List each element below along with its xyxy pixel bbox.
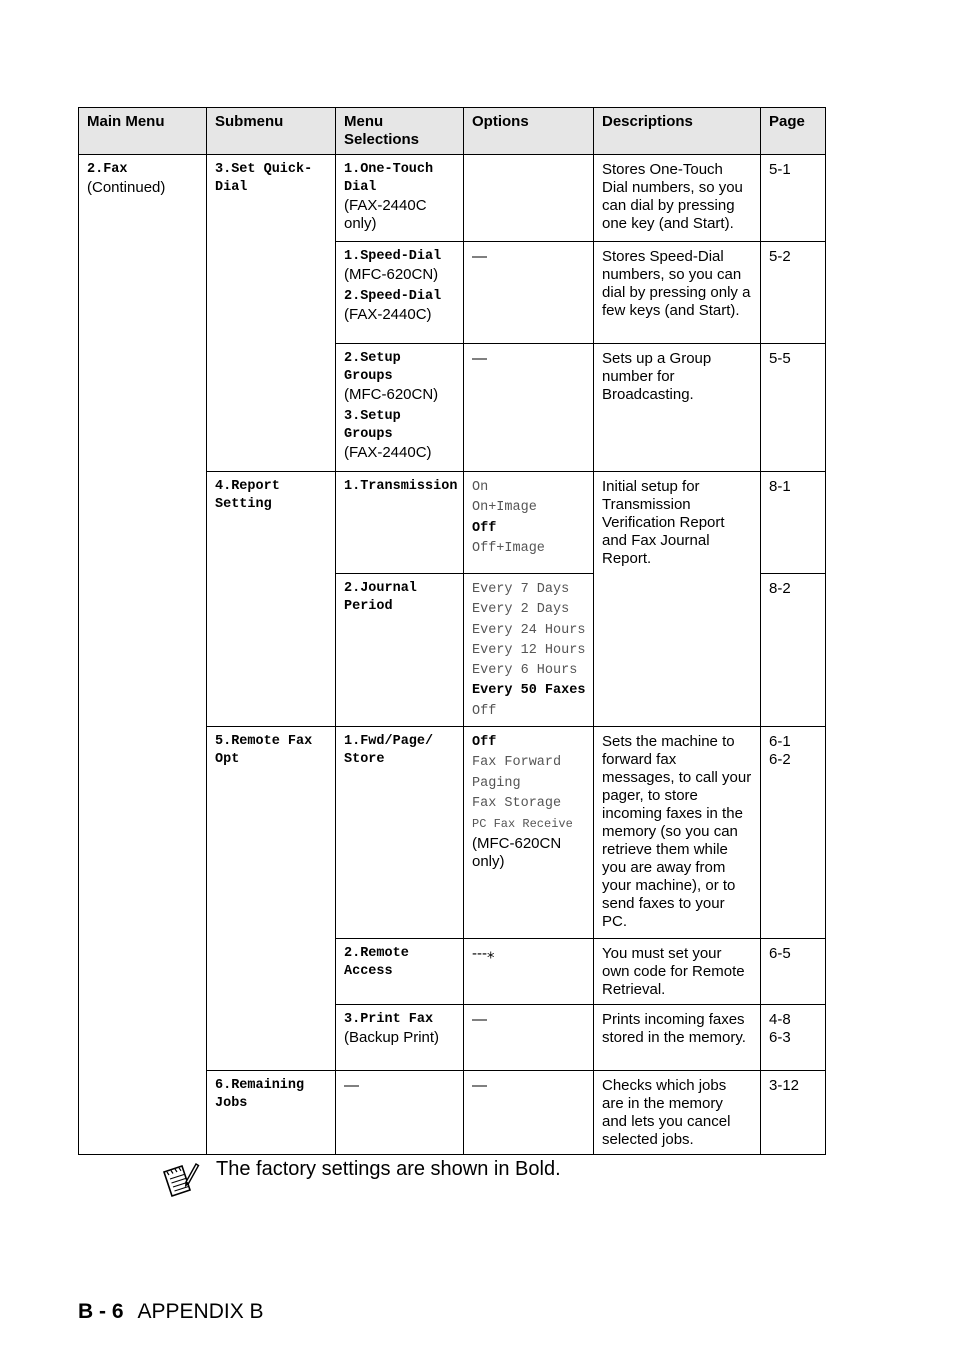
options-cell: ---⁎ — [464, 939, 594, 1005]
options-cell: — — [464, 344, 594, 472]
note-pencil-icon — [160, 1160, 200, 1200]
selection-cell — [336, 344, 464, 472]
menu-table — [78, 107, 826, 1155]
options-cell: — — [464, 242, 594, 344]
option-item: On — [472, 480, 489, 495]
page-ref: 6-2 — [769, 751, 791, 769]
selection-code: 1.Transmission — [344, 479, 458, 494]
note-text: The factory settings are shown in Bold. — [216, 1158, 561, 1180]
selection-code: 2.Journal Period — [344, 581, 417, 614]
option-item: Fax Forward — [472, 755, 562, 771]
page-ref: 6-3 — [769, 1029, 791, 1047]
selection-cell — [336, 727, 464, 939]
selection-code: 3.Print Fax — [344, 1012, 434, 1028]
header-row — [79, 108, 826, 155]
main-menu-code: 2.Fax — [87, 162, 128, 177]
table-row — [79, 155, 826, 242]
page-cell — [761, 727, 826, 939]
selection-cell — [336, 574, 464, 727]
page-ref: 4-8 — [769, 1011, 791, 1029]
page-number: B - 6 — [78, 1300, 124, 1323]
selection-cell — [336, 242, 464, 344]
selection-note: (FAX-2440C only) — [344, 197, 427, 232]
main-menu-note: (Continued) — [87, 179, 166, 196]
options-cell — [464, 472, 594, 574]
submenu-label: 3.Set Quick-Dial — [215, 162, 313, 195]
selection-code: 2.Remote Access — [344, 946, 409, 980]
option-item: Every 6 Hours — [472, 663, 578, 679]
page-cell: 5-5 — [761, 344, 826, 472]
option-item: Every 24 Hours — [472, 622, 586, 638]
header-descriptions: Descriptions — [594, 108, 761, 155]
selection-code: 1.Speed-Dial — [344, 249, 442, 264]
header-submenu: Submenu — [207, 108, 336, 155]
option-item-default: Off — [472, 735, 497, 751]
options-cell — [464, 155, 594, 242]
option-item: Off — [472, 703, 497, 719]
selection-cell: — — [336, 1071, 464, 1155]
options-cell — [464, 574, 594, 727]
option-item: On+Image — [472, 500, 537, 516]
submenu-label: 5.Remote Fax Opt — [215, 734, 313, 768]
note-box — [160, 1158, 760, 1198]
selection-note: (FAX-2440C) — [344, 444, 432, 461]
description-cell: Stores One-Touch Dial numbers, so you can dial by pressing one key (and Start). — [594, 155, 761, 242]
description-cell: Sets the machine to forward fax messages, to call your pager, to store incoming faxes in the memory (so you can retrieve them while you are away from your machine), or to send faxes to your PC. — [594, 727, 761, 939]
header-options: Options — [464, 108, 594, 155]
option-item: Fax Storage — [472, 795, 562, 811]
page-footer — [78, 1300, 264, 1324]
option-note: (MFC-620CN only) — [472, 834, 562, 870]
submenu-cell — [207, 155, 336, 472]
description-cell: You must set your own code for Remote Retrieval. — [594, 939, 761, 1005]
submenu-cell — [207, 472, 336, 727]
header-main-menu: Main Menu — [79, 108, 207, 155]
option-item: Paging — [472, 775, 521, 791]
description-cell: Sets up a Group number for Broadcasting. — [594, 344, 761, 472]
selection-code: 1.Fwd/Page/ Store — [344, 734, 434, 768]
selection-code: 3.Setup Groups — [344, 409, 401, 442]
page-cell: 8-1 — [761, 472, 826, 574]
page-cell — [761, 1005, 826, 1071]
selection-note: (MFC-620CN) — [344, 266, 439, 283]
option-item: Every 7 Days — [472, 582, 570, 597]
submenu-label: 6.Remaining Jobs — [215, 1078, 305, 1112]
page-ref: 6-1 — [769, 733, 791, 751]
selection-cell — [336, 939, 464, 1005]
selection-note: (Backup Print) — [344, 1029, 440, 1047]
page-cell: 8-2 — [761, 574, 826, 727]
options-cell: — — [464, 1005, 594, 1071]
description-cell: Stores Speed-Dial numbers, so you can dial by pressing only a few keys (and Start). — [594, 242, 761, 344]
options-cell — [464, 727, 594, 939]
selection-cell — [336, 155, 464, 242]
option-item-default: Every 50 Faxes — [472, 683, 586, 699]
page-cell: 3-12 — [761, 1071, 826, 1155]
selection-cell — [336, 1005, 464, 1071]
header-page: Page — [761, 108, 826, 155]
submenu-label: 4.Report Setting — [215, 479, 280, 512]
page-cell: 5-2 — [761, 242, 826, 344]
option-item: Off+Image — [472, 540, 545, 556]
selection-cell — [336, 472, 464, 574]
option-item: Every 12 Hours — [472, 642, 586, 658]
main-menu-cell — [79, 155, 207, 1155]
page-cell: 6-5 — [761, 939, 826, 1005]
option-item-default: Off — [472, 520, 497, 536]
options-cell: — — [464, 1071, 594, 1155]
selection-code: 2.Speed-Dial — [344, 289, 442, 304]
description-cell: Checks which jobs are in the memory and lets you cancel selected jobs. — [594, 1071, 761, 1155]
option-item: Every 2 Days — [472, 602, 570, 618]
description-cell: Initial setup for Transmission Verification Report and Fax Journal Report. — [594, 472, 761, 727]
selection-note: (FAX-2440C) — [344, 306, 432, 323]
selection-note: (MFC-620CN) — [344, 386, 439, 403]
selection-code: 2.Setup Groups — [344, 351, 401, 384]
submenu-cell — [207, 1071, 336, 1155]
page-cell: 5-1 — [761, 155, 826, 242]
header-menu-selections: Menu Selections — [336, 108, 464, 155]
section-title: APPENDIX B — [137, 1300, 264, 1323]
description-cell: Prints incoming faxes stored in the memory. — [594, 1005, 761, 1071]
submenu-cell — [207, 727, 336, 1071]
option-item: PC Fax Receive — [472, 817, 573, 832]
selection-code: 1.One-Touch Dial — [344, 162, 434, 195]
